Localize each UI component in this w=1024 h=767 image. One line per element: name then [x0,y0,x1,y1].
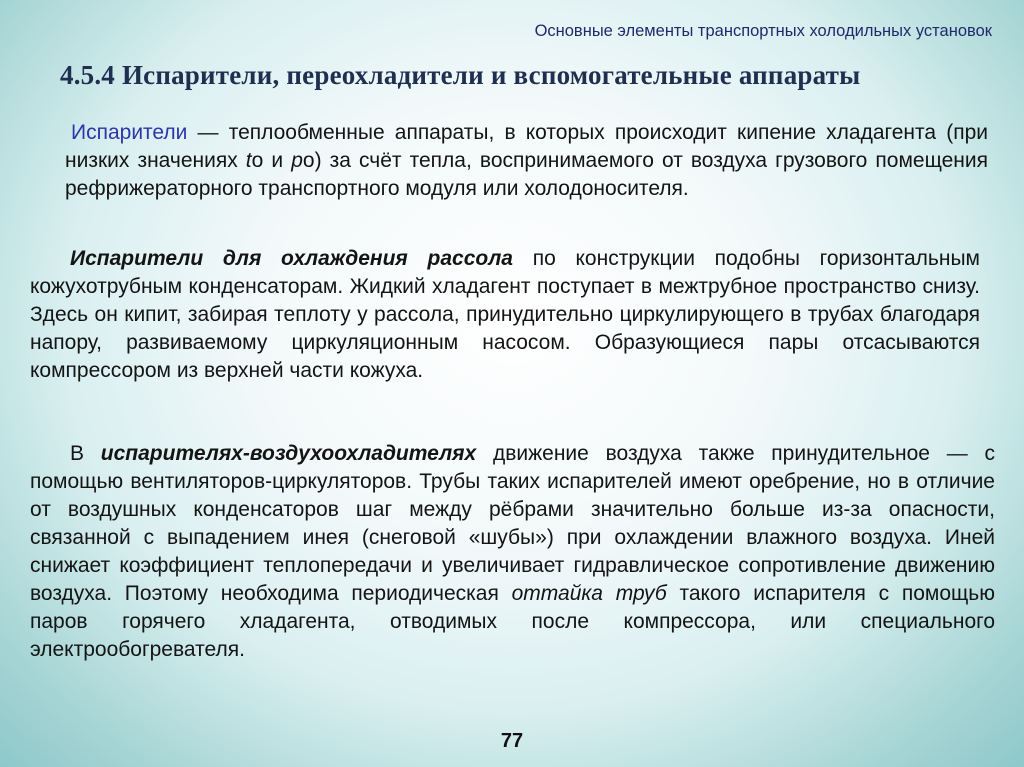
para1-text-a: — теплообменные аппараты, в которых происходит кипение хладагента (при низких значениях [65,121,988,172]
para1-text-b: и [263,149,292,172]
term-defrost: оттайка труб [511,582,667,605]
subscript-p: о [302,149,315,172]
var-t: t [245,149,252,172]
slide-header: Основные элементы транспортных холодильных установок [534,22,992,40]
paragraph-brine-evaporators [30,245,980,385]
paragraph-air-cooler-evaporators [30,440,995,664]
para1-text-c: ) за счёт тепла, воспринимаемого от воздуха грузового помещения рефрижераторного транспортного модуля или холодоносителя. [65,149,989,200]
page-number: 77 [500,730,524,752]
subscript-t: о [251,149,264,172]
para2-text: по конструкции подобны горизонтальным кожухотрубным конденсаторам. Жидкий хладагент поступает в межтрубное пространство снизу. Здесь он кипит, забирая теплоту у рассола, принудительно циркулирующего в трубах благодаря напору, развиваемому циркуляционным насосом. Образующиеся пары отсасываются компрессором из верхней части кожуха. [30,247,980,382]
para3-text-b: такого испарителя с помощью паров горячего хладагента, отводимых после компрессора, или специального электрообогревателя. [30,582,995,661]
term-evaporators: Испарители [71,121,188,144]
paragraph-evaporators-definition [65,119,988,203]
var-p: p [291,149,303,172]
term-brine-evaporators: Испарители для охлаждения рассола [70,247,513,270]
section-title: 4.5.4 Испарители, переохладители и вспомогательные аппараты [60,60,861,90]
term-air-cooler-evaporators: испарителях-воздухоохладителях [100,442,477,465]
para3-text-a: движение воздуха также принудительное — с помощью вентиляторов-циркуляторов. Трубы таких испарителей имеют оребрение, но в отличие от воздушных конденсаторов шаг между рёбрами значительно больше из-за опасности, связанной с выпадением инея (снеговой «шубы») при охлаждении влажного воздуха. Иней снижает коэффициент теплопередачи и увеличивает гидравлическое сопротивление движению воздуха. Поэтому необходима периодическая [30,442,996,605]
para3-lead: В [70,442,101,465]
